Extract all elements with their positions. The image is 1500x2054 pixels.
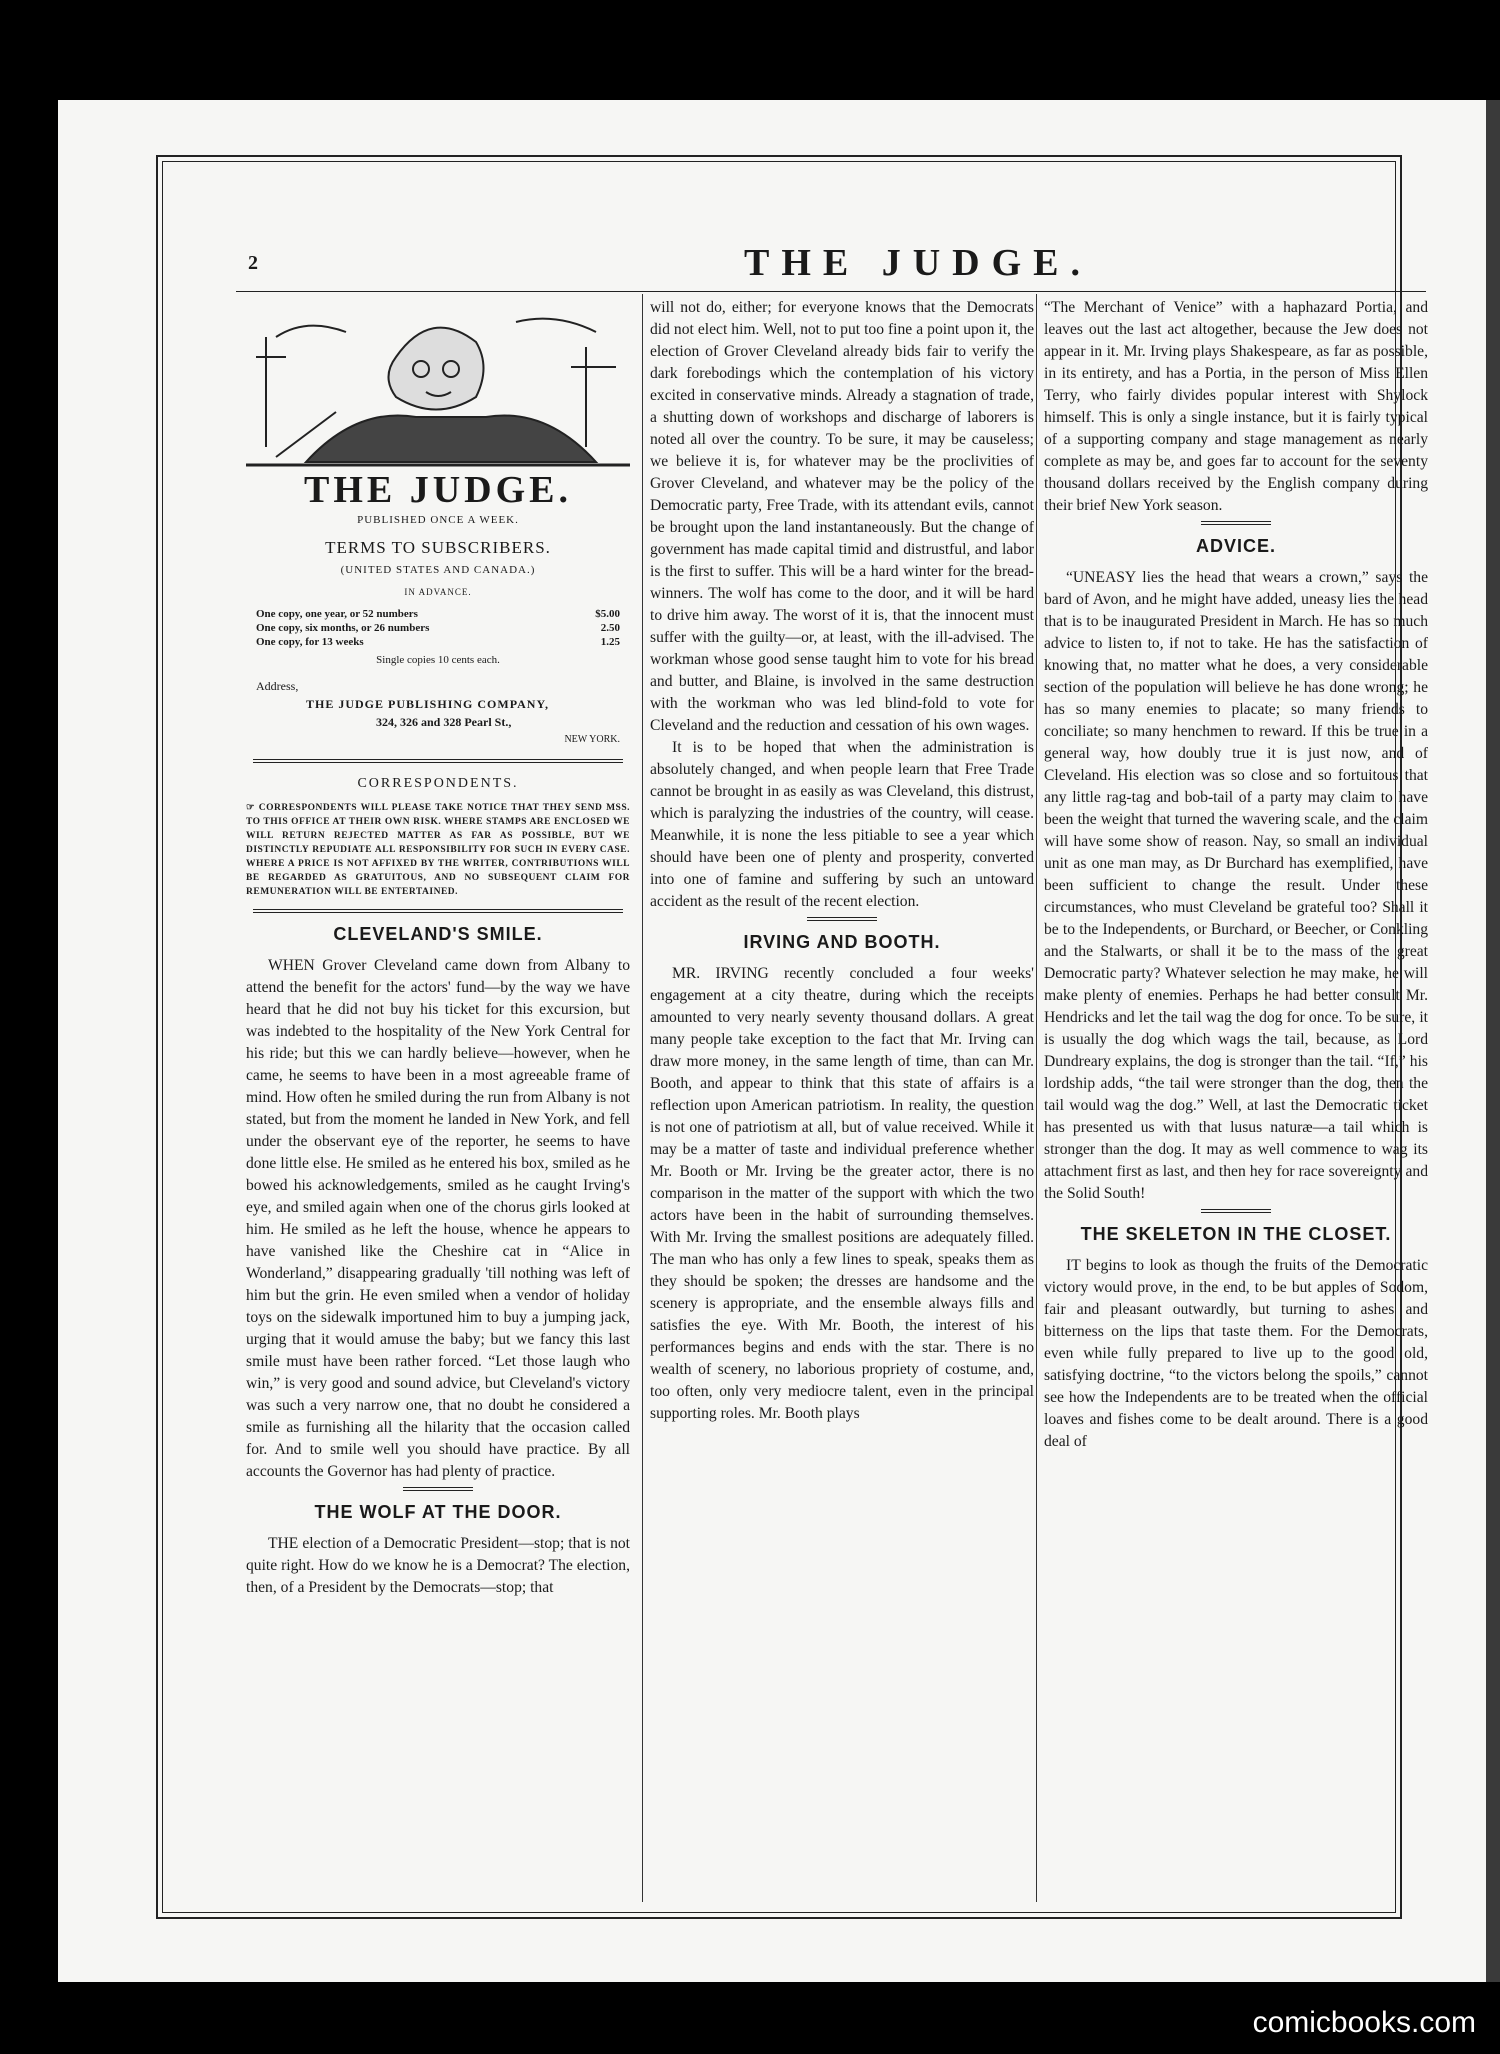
- article-body: “UNEASY lies the head that wears a crown,” says the bard of Avon, and he might have added, uneasy lies the head that is to be inaugurated President in March. He has so much advice to listen to, if not to take. He has the satisfaction of knowing that, no matter what he does, a very considerable section of the population will believe he has done wrong; he has so many enemies to placate; so many friends to conciliate; so many henchmen to reward. If this be true in a general way, how doubly true it is just now, and of Cleveland. His election was so close and so fortuitous that any little rag-tag and bob-tail of a party may claim to have been the weight that turned the wavering scale, and the claim will have some show of reason. Nay, so small an individual unit as one man may, as Dr Burchard has exemplified, have been sufficient to change the result. Under these circumstances, who must Cleveland be grateful too? Shall it be to the Independents, or Burchard, or Beecher, or Conkling and the Stalwarts, or shall it be to the mass of the great Democratic party? Whatever selection he may make, he will make plenty of enemies. Perhaps he had better consult Mr. Hendricks and let the tail wag the dog for once. To be sure, it is usually the dog which wags the tail, because, as Lord Dundreary explains, the dog is stronger than the tail. “If,” his lordship adds, “the tail were stronger than the dog, then the tail would wag the dog.” Well, at last the Democratic ticket has presented us with that lusus naturæ—a tail which is stronger than the dog. It may as well commence to wag its attachment first as last, and then hey for race sovereignty and the Solid South!: [1044, 569, 1428, 1202]
- terms-title: TERMS TO SUBSCRIBERS.: [325, 538, 551, 557]
- newspaper-sheet: [58, 100, 1486, 1982]
- article-title: IRVING AND BOOTH.: [743, 932, 941, 952]
- article-body: WHEN Grover Cleveland came down from Albany to attend the benefit for the actors' fund—by the way we have heard that he did not buy his ticket for this excursion, but was indebted to the hospitality of the New York Central for his ride; but this we can hardly believe—however, when he came, he seems to have been in a most agreeable frame of mind. How often he smiled during the run from Albany is not stated, but from the moment he landed in New York, and fell under the observant eye of the reporter, he seems to have done little else. He smiled as he entered his box, smiled as he bowed his acknowledgements, smiled as he caught Irving's eye, and smiled again when one of the chorus girls looked at him. He smiled as he left the house, whence he appears to have vanished like the Cheshire cat in “Alice in Wonderland,” disappearing gradually 'till nothing was left of him but the grin. He even smiled when a vendor of holiday toys on the sidewalk importuned him to buy a jumping jack, urging that it would amuse the baby; but we fancy this last smile must have been rather forced. “Let those laugh who win,” is very good and sound advice, but Cleveland's victory was such a very narrow one, that no doubt he considered a smile as furnishing all the hilarity that the occasion called for. And to smile well you should have practice. By all accounts the Governor has had plenty of practice.: [246, 957, 630, 1480]
- section-divider: [1201, 521, 1271, 525]
- company-street: 324, 326 and 328 Pearl St.,: [376, 715, 512, 729]
- page-number: 2: [248, 252, 258, 274]
- rate-label: One copy, one year, or 52 numbers: [256, 608, 418, 620]
- watermark: comicbooks.com: [1252, 2006, 1476, 2039]
- rate-price: 1.25: [600, 636, 620, 648]
- column-rule: [642, 294, 643, 1902]
- rate-price: 2.50: [600, 622, 620, 634]
- terms-subtitle: (UNITED STATES AND CANADA.): [340, 564, 536, 576]
- scan-edge: [1486, 100, 1500, 1982]
- column-2: [650, 297, 1034, 1425]
- company-city: NEW YORK.: [564, 734, 620, 745]
- section-divider: [253, 909, 623, 913]
- masthead: THE JUDGE.: [743, 242, 1093, 284]
- article-title: THE SKELETON IN THE CLOSET.: [1080, 1224, 1392, 1244]
- article-title: CLEVELAND'S SMILE.: [333, 924, 543, 944]
- correspondents-notice: ☞ CORRESPONDENTS WILL PLEASE TAKE NOTICE THAT THEY SEND MSS. TO THIS OFFICE AT THEIR OWN RISK. WHERE STAMPS ARE ENCLOSED WE WILL RETURN REJECTED MATTER AS FAR AS POSSIBLE, BUT WE DISTINCTLY REPUDIATE ALL RESPONSIBILITY FOR SUCH IN EVERY CASE. WHERE A PRICE IS NOT AFFIXED BY THE WRITER, CONTRIBUTIONS WILL BE REGARDED AS GRATUITOUS, AND NO SUBSEQUENT CLAIM FOR REMUNERATION WILL BE ENTERTAINED.: [246, 803, 630, 897]
- in-advance-note: IN ADVANCE.: [404, 587, 472, 597]
- header-rule: [236, 291, 1426, 292]
- address-block: [256, 677, 620, 749]
- section-divider: [403, 1487, 473, 1491]
- single-copies-note: Single copies 10 cents each.: [376, 654, 500, 666]
- rates-list: [256, 607, 620, 649]
- rate-row: [256, 635, 620, 649]
- article-title: THE WOLF AT THE DOOR.: [314, 1502, 562, 1522]
- article-body: “The Merchant of Venice” with a haphazard Portia, and leaves out the last act altogether, because the Jew does not appear in it. Mr. Irving plays Shakespeare, as far as possible, in its entirety, and has a Portia, in the person of Miss Ellen Terry, who fairly divides popular interest with Shylock himself. This is only a single instance, but it is fairly typical of a supporting company and stage management as nearly complete as may be, and goes far to account for the seventy thousand dollars received by the English company during their brief New York season.: [1044, 299, 1428, 514]
- rate-row: [256, 607, 620, 621]
- subscription-box: [246, 469, 630, 749]
- correspondents-title: CORRESPONDENTS.: [357, 776, 519, 791]
- company-name: THE JUDGE PUBLISHING COMPANY,: [306, 697, 550, 711]
- section-divider: [253, 759, 623, 763]
- column-rule: [1036, 294, 1037, 1902]
- cartoon-judge-writing-illustration: [246, 297, 630, 467]
- section-divider: [807, 917, 877, 921]
- article-body: IT begins to look as though the fruits of the Democratic victory would prove, in the end, to be but apples of Sodom, fair and pleasant outwardly, but turning to ashes and bitterness on the lips that taste them. For the Democrats, even while fully prepared to live up to the good old, satisfying doctrine, “to the victors belong the spoils,” cannot see how the Independents are to be treated when the official loaves and fishes come to be dealt around. There is a good deal of: [1044, 1257, 1428, 1450]
- article-body: will not do, either; for everyone knows that the Democrats did not elect him. Well, not to put too fine a point upon it, the election of Grover Cleveland already bids fair to verify the dark forebodings which the contemplation of his victory excited in conservative minds. Already a stagnation of trade, a shutting down of workshops and discharge of laborers is noted all over the country. To be sure, it may be causeless; we believe it is, for whatever may be the proclivities of Grover Cleveland, and whatever may be the policy of the Democratic party, Free Trade, with its attendant evils, cannot be brought upon the land instantaneously. But the change of government has made capital timid and distrustful, and labor is the first to suffer. This will be a hard winter for the bread-winners. The wolf has come to the door, and it will be hard to drive him away. The worst of it is, that the innocent must suffer with the guilty—or, at least, with the ill-advised. The workman whose good sense taught him to vote for his bread and butter, and Blaine, is involved in the same destruction with the workman who was led blind-fold to vote for Cleveland and the reduction and cessation of his own wages.: [650, 299, 1034, 734]
- article-body: MR. IRVING recently concluded a four weeks' engagement at a city theatre, during which the receipts amounted to very nearly seventy thousand dollars. A great many people take exception to the fact that Mr. Irving can draw more money, in the same length of time, than can Mr. Booth, and appear to think that this state of affairs is a reflection upon American patriotism. In reality, the question is not one of patriotism at all, but of value received. While it may be a matter of taste and individual preference whether Mr. Booth or Mr. Irving be the greater actor, there is no comparison in the matter of the support with which the two actors have been in the habit of surrounding themselves. With Mr. Irving the smallest positions are adequately filled. The man who has only a few lines to speak, speaks them as they should be spoken; the dresses are handsome and the scenery is appropriate, and the ensemble always fills and satisfies the eye. With Mr. Booth, the interest of his performances begins and ends with the star. There is no wealth of scenery, no laborious propriety of costume, and, too often, only very mediocre talent, even in the principal supporting roles. Mr. Booth plays: [650, 965, 1034, 1422]
- page-border: [156, 155, 1428, 1919]
- judge-title: THE JUDGE.: [303, 469, 573, 511]
- rate-row: [256, 621, 620, 635]
- article-body: THE election of a Democratic President—stop; that is not quite right. How do we know he is a Democrat? The election, then, of a President by the Democrats—stop; that: [246, 1535, 630, 1596]
- rate-label: One copy, six months, or 26 numbers: [256, 622, 430, 634]
- column-3: [1044, 297, 1428, 1453]
- rate-price: $5.00: [595, 608, 620, 620]
- column-1: [246, 297, 630, 1599]
- rate-label: One copy, for 13 weeks: [256, 636, 364, 648]
- published-note: PUBLISHED ONCE A WEEK.: [357, 514, 519, 526]
- address-label: Address,: [256, 679, 299, 693]
- section-divider: [1201, 1209, 1271, 1213]
- article-title: ADVICE.: [1195, 536, 1276, 556]
- article-body: It is to be hoped that when the administration is absolutely changed, and when people learn that Free Trade cannot be brought in as easily as was Cleveland, this distrust, which is paralyzing the industries of the country, will cease. Meanwhile, it is none the less pitiable to see a year which should have been one of plenty and prosperity, converted into one of famine and suffering by such an untoward accident as the result of the recent election.: [650, 739, 1034, 910]
